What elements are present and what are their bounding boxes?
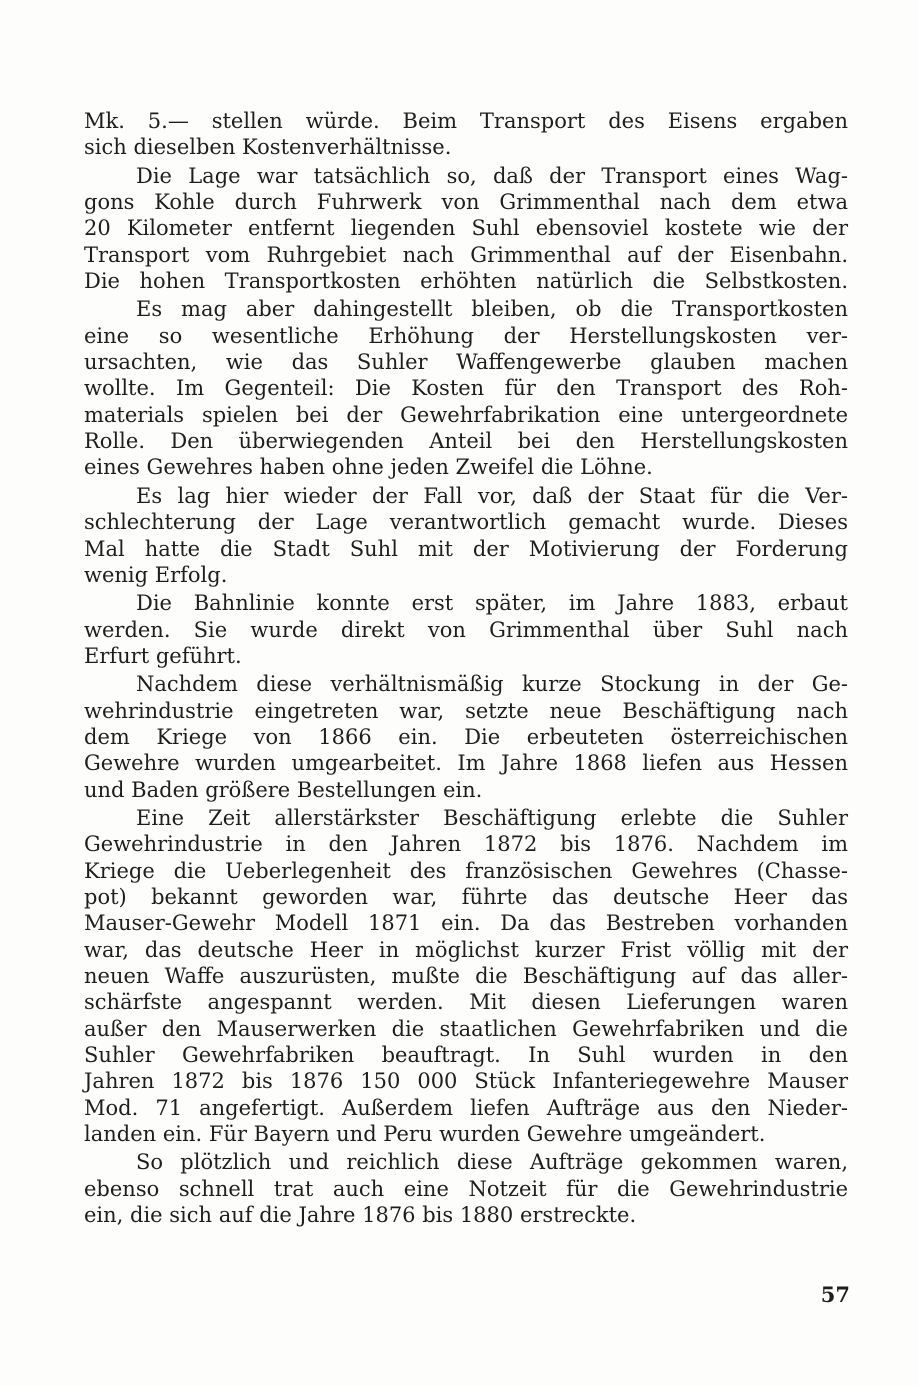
text-line: wenig Erfolg. bbox=[84, 562, 228, 587]
paragraph bbox=[84, 805, 848, 1147]
paragraph bbox=[84, 108, 848, 161]
text-line: Die Bahnlinie konnte erst später, im Jahre 1883, erbaut bbox=[136, 591, 848, 616]
body-text bbox=[84, 108, 848, 1228]
page-number: 57 bbox=[820, 1282, 850, 1307]
text-line: pot) bekannt geworden war, führte das deutsche Heer das bbox=[84, 884, 848, 909]
text-line: Nachdem diese verhältnismäßig kurze Stockung in der Ge- bbox=[136, 672, 848, 697]
paragraph bbox=[84, 163, 848, 295]
text-line: Eine Zeit allerstärkster Beschäftigung erlebte die Suhler bbox=[136, 805, 848, 830]
text-line: Gewehrindustrie in den Jahren 1872 bis 1876. Nachdem im bbox=[84, 832, 848, 857]
text-line: schlechterung der Lage verantwortlich gemacht wurde. Dieses bbox=[84, 510, 848, 535]
text-line: eine so wesentliche Erhöhung der Herstellungskosten ver- bbox=[84, 323, 848, 348]
text-line: Mal hatte die Stadt Suhl mit der Motivierung der Forderung bbox=[84, 536, 848, 561]
text-line: neuen Waffe auszurüsten, mußte die Beschäftigung auf das aller- bbox=[84, 964, 848, 988]
paragraph bbox=[84, 296, 848, 480]
text-line: So plötzlich und reichlich diese Aufträge gekommen waren, bbox=[136, 1150, 848, 1175]
text-line: dem Kriege von 1866 ein. Die erbeuteten österreichischen bbox=[84, 724, 848, 749]
paragraph bbox=[84, 483, 848, 588]
text-line: außer den Mauserwerken die staatlichen Gewehrfabriken und die bbox=[84, 1016, 848, 1041]
text-line: landen ein. Für Bayern und Peru wurden Gewehre umgeändert. bbox=[84, 1122, 766, 1147]
text-line: werden. Sie wurde direkt von Grimmenthal über Suhl nach bbox=[84, 617, 848, 642]
text-line: ein, die sich auf die Jahre 1876 bis 1880 erstreckte. bbox=[84, 1203, 637, 1228]
text-line: gons Kohle durch Fuhrwerk von Grimmenthal nach dem etwa bbox=[84, 190, 848, 215]
text-line: war, das deutsche Heer in möglichst kurzer Frist völlig mit der bbox=[84, 937, 848, 962]
text-line: Mk. 5.— stellen würde. Beim Transport des Eisens ergaben bbox=[84, 109, 848, 133]
text-line: Die Lage war tatsächlich so, daß der Transport eines Wag- bbox=[136, 163, 848, 188]
text-line: wehrindustrie eingetreten war, setzte neue Beschäftigung nach bbox=[84, 698, 848, 723]
text-line: Es mag aber dahingestellt bleiben, ob die Transportkosten bbox=[136, 297, 848, 322]
text-line: 20 Kilometer entfernt liegenden Suhl ebensoviel kostete wie der bbox=[84, 216, 848, 241]
text-line: Erfurt geführt. bbox=[84, 643, 242, 668]
paragraph bbox=[84, 590, 848, 669]
text-line: und Baden größere Bestellungen ein. bbox=[84, 777, 483, 802]
text-line: eines Gewehres haben ohne jeden Zweifel die Löhne. bbox=[84, 455, 653, 480]
text-line: Gewehre wurden umgearbeitet. Im Jahre 1868 liefen aus Hessen bbox=[84, 751, 848, 776]
text-line: ursachten, wie das Suhler Waffengewerbe glauben machen bbox=[84, 350, 848, 375]
text-line: wollte. Im Gegenteil: Die Kosten für den Transport des Roh- bbox=[84, 376, 848, 401]
text-line: Die hohen Transportkosten erhöhten natürlich die Selbstkosten. bbox=[84, 269, 848, 294]
text-line: sich dieselben Kostenverhältnisse. bbox=[84, 135, 452, 160]
paragraph bbox=[84, 671, 848, 803]
text-line: Mod. 71 angefertigt. Außerdem liefen Aufträge aus den Nieder- bbox=[84, 1095, 848, 1120]
text-line: schärfste angespannt werden. Mit diesen Lieferungen waren bbox=[84, 990, 848, 1015]
text-line: Kriege die Ueberlegenheit des französischen Gewehres (Chasse- bbox=[84, 858, 848, 883]
text-line: Rolle. Den überwiegenden Anteil bei den Herstellungskosten bbox=[84, 429, 848, 454]
text-line: Mauser-Gewehr Modell 1871 ein. Da das Bestreben vorhanden bbox=[84, 911, 848, 936]
text-line: Jahren 1872 bis 1876 150 000 Stück Infanteriegewehre Mauser bbox=[84, 1069, 848, 1094]
text-line: Transport vom Ruhrgebiet nach Grimmenthal auf der Eisenbahn. bbox=[84, 242, 848, 267]
text-line: ebenso schnell trat auch eine Notzeit für die Gewehrindustrie bbox=[84, 1176, 848, 1201]
text-line: Es lag hier wieder der Fall vor, daß der Staat für die Ver- bbox=[136, 483, 848, 508]
text-line: materials spielen bei der Gewehrfabrikation eine untergeordnete bbox=[84, 402, 848, 427]
text-line: Suhler Gewehrfabriken beauftragt. In Suhl wurden in den bbox=[84, 1043, 848, 1068]
paragraph bbox=[84, 1149, 848, 1228]
